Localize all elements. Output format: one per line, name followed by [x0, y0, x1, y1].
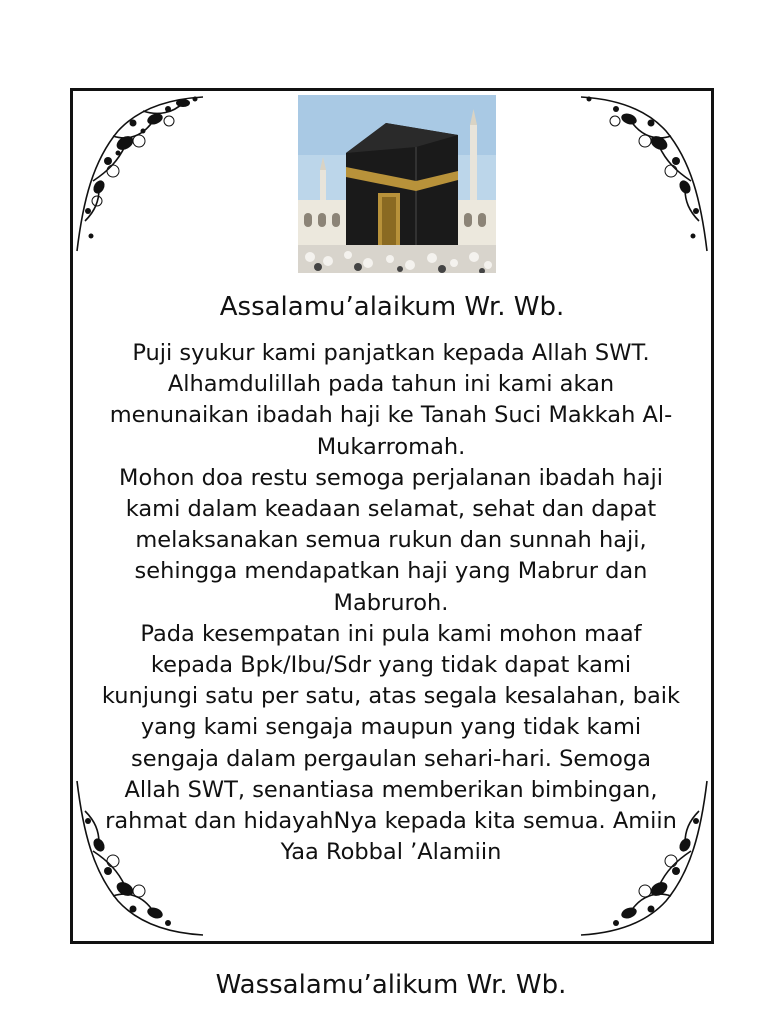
closing: Wassalamu’alikum Wr. Wb. [215, 970, 567, 1000]
floral-ornament-icon [73, 91, 208, 256]
kaaba-photo [298, 95, 496, 273]
paragraph: Alhamdulillah pada tahun ini kami akan menunaikan ibadah haji ke Tanah Suci Makkah Al-Mukarromah. [109, 371, 673, 460]
paragraph: Puji syukur kami panjatkan kepada Allah SWT. [132, 340, 650, 366]
floral-ornament-icon [576, 91, 711, 256]
greeting: Assalamu’alaikum Wr. Wb. [219, 292, 565, 322]
paragraph: Mohon doa restu semoga perjalanan ibadah haji kami dalam keadaan selamat, sehat dan dapat melaksanakan semua rukun dan sunnah haji, sehingga mendapatkan haji yang Mabrur dan Mabruroh. [119, 464, 663, 616]
letter-body [100, 338, 682, 868]
paragraph: Pada kesempatan ini pula kami mohon maaf kepada Bpk/Ibu/Sdr yang tidak dapat kami kunjungi satu per satu, atas segala kesalahan, baik yang kami sengaja maupun yang tidak kami sengaja dalam pergaulan sehari-hari. Semoga Allah SWT, senantiasa memberikan bimbingan, rahmat dan hidayahNya kepada kita semua. Amiin Yaa Robbal ’Alamiin [101, 620, 681, 866]
